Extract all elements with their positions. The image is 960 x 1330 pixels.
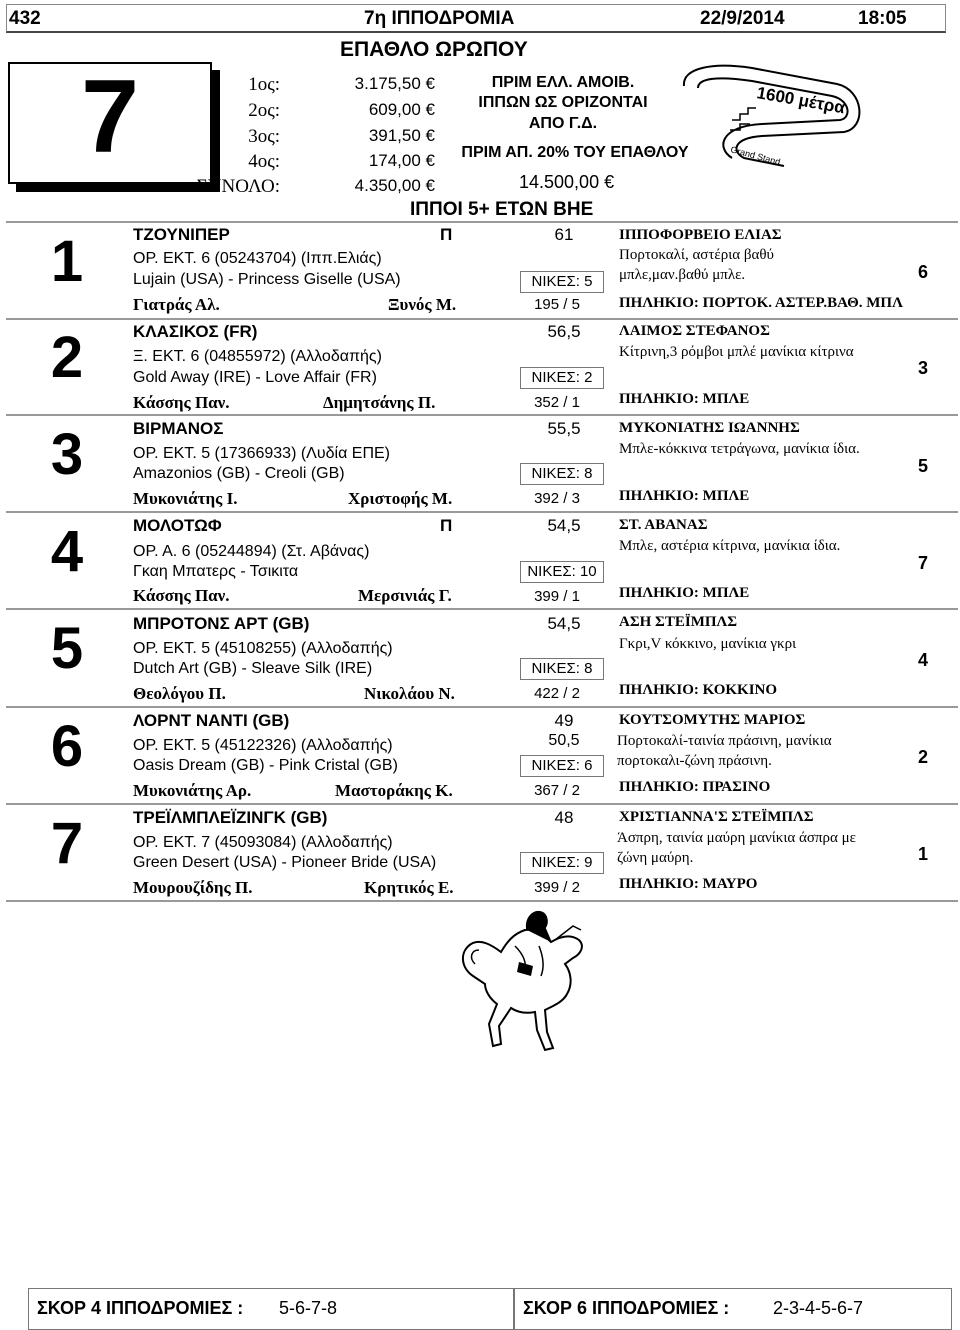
horse-pedigree: Gold Away (IRE) - Love Affair (FR) [133, 369, 377, 386]
silks-text: Άσπρη, ταινία μαύρη μανίκια άσπρα με [617, 830, 856, 846]
owner: ΙΠΠΟΦΟΡΒΕΙΟ ΕΛΙΑΣ [619, 227, 782, 243]
wins-box: ΝΙΚΕΣ: 6 [520, 755, 604, 777]
horse-name: ΚΛΑΣΙΚΟΣ (FR) [133, 322, 258, 341]
prize-total-label: ΣΥΝΟΛΟ: [196, 176, 280, 197]
prize-value: 174,00 € [368, 151, 435, 170]
horse-weight: 55,5 [547, 419, 581, 438]
prize-total-value: 4.350,00 € [354, 176, 435, 195]
prize-label: 2ος: [248, 100, 280, 121]
track-distance: 1600 μέτρα [755, 83, 847, 118]
trainer: Κάσσης Παν. [133, 393, 230, 412]
total-pot: 14.500,00 € [519, 172, 615, 192]
wins-box: ΝΙΚΕΣ: 8 [520, 658, 604, 680]
draw-number: 6 [917, 262, 928, 282]
horse-pedigree: Lujain (USA) - Princess Giselle (USA) [133, 271, 401, 288]
entry-number: 3 [50, 422, 84, 487]
draw-number: 7 [917, 553, 928, 573]
prize-label: 1ος: [248, 74, 280, 95]
horse-pedigree: Dutch Art (GB) - Sleave Silk (IRE) [133, 660, 373, 677]
horse-meta: ΟΡ. Α. 6 (05244894) (Στ. Αβάνας) [133, 543, 370, 560]
horse-pedigree: Amazonios (GB) - Creoli (GB) [133, 465, 345, 482]
page-number: 432 [9, 8, 41, 29]
horse-meta: ΟΡ. ΕΚΤ. 7 (45093084) (Αλλοδαπής) [133, 834, 393, 851]
note-line: ΠΡΙΜ ΕΛΛ. ΑΜΟΙΒ. [491, 74, 635, 91]
score4-value: 5-6-7-8 [279, 1298, 338, 1318]
horse-weight-alt: 50,5 [548, 732, 580, 749]
draw-number: 2 [917, 747, 928, 767]
draw-number: 4 [917, 650, 928, 670]
owner: ΑΣΗ ΣΤΕΪΜΠΛΣ [619, 614, 738, 630]
row-divider [6, 900, 958, 902]
horse-name: ΜΟΛΟΤΩΦ [133, 516, 222, 535]
cap-color: ΠΗΛΗΚΙΟ: ΚΟΚΚΙΝΟ [619, 682, 778, 698]
race-time: 18:05 [858, 8, 907, 29]
horse-flag: Π [440, 225, 453, 244]
entry-number: 6 [50, 714, 84, 779]
horse-pedigree: Oasis Dream (GB) - Pink Cristal (GB) [133, 757, 398, 774]
horse-weight: 54,5 [547, 614, 581, 633]
score4-label: ΣΚΟΡ 4 ΙΠΠΟΔΡΟΜΙΕΣ : [37, 1298, 244, 1318]
trainer: Μυκονιάτης Ι. [133, 489, 238, 508]
draw-number: 5 [917, 456, 928, 476]
row-divider [6, 706, 958, 708]
jockey: Κρητικός Ε. [364, 878, 454, 897]
trainer: Γιατράς Αλ. [133, 295, 220, 314]
score6-value: 2-3-4-5-6-7 [773, 1298, 864, 1318]
entry-number: 2 [50, 325, 84, 390]
silks-text: Γκρι,V κόκκινο, μανίκια γκρι [619, 636, 797, 652]
horse-pedigree: Green Desert (USA) - Pioneer Bride (USA) [133, 854, 437, 871]
race-number-box [8, 59, 212, 184]
trainer: Μουρουζίδης Π. [133, 878, 253, 897]
note-line: ΑΠΟ Γ.Δ. [528, 115, 598, 132]
row-divider [6, 414, 958, 416]
horse-weight: 48 [554, 808, 574, 827]
horse-name: ΜΠΡΟΤΟΝΣ ΑΡΤ (GB) [133, 614, 310, 633]
entry-number: 7 [50, 811, 84, 876]
owner: ΣΤ. ΑΒΑΝΑΣ [619, 517, 708, 533]
prize-value: 391,50 € [368, 126, 435, 145]
entry-number: 1 [50, 229, 84, 294]
horse-name: ΒΙΡΜΑΝΟΣ [133, 419, 224, 438]
silks-text: Μπλε, αστέρια κίτρινα, μανίκια ίδια. [619, 538, 841, 554]
track-diagram [672, 48, 872, 173]
prize-label: 4ος: [248, 151, 280, 172]
horse-meta: ΟΡ. ΕΚΤ. 5 (45122326) (Αλλοδαπής) [133, 737, 393, 754]
cap-color: ΠΗΛΗΚΙΟ: ΜΠΛΕ [619, 585, 750, 601]
jockey: Ξυνός Μ. [388, 295, 457, 314]
race-title: ΕΠΑΘΛΟ ΩΡΩΠΟΥ [340, 38, 528, 61]
row-divider [6, 221, 958, 223]
row-divider [6, 608, 958, 610]
note-line: ΙΠΠΩΝ ΩΣ ΟΡΙΖΟΝΤΑΙ [478, 94, 648, 111]
race-date: 22/9/2014 [700, 8, 785, 29]
note-line: ΠΡΙΜ ΑΠ. 20% ΤΟΥ ΕΠΑΘΛΟΥ [461, 144, 689, 161]
jockey: Δημητσάνης Π. [323, 393, 436, 412]
draw-number: 1 [917, 844, 928, 864]
jockey: Μαστοράκης Κ. [335, 781, 453, 800]
horse-flag: Π [440, 516, 453, 535]
horse-weight: 54,5 [547, 516, 581, 535]
cap-color: ΠΗΛΗΚΙΟ: ΜΑΥΡΟ [619, 876, 758, 892]
wins-box: ΝΙΚΕΣ: 8 [520, 463, 604, 485]
horse-meta: ΟΡ. ΕΚΤ. 6 (05243704) (Ιππ.Ελιάς) [133, 250, 382, 267]
race-condition: ΙΠΠΟΙ 5+ ΕΤΩΝ ΒΗΕ [410, 199, 594, 220]
race-label: 7η ΙΠΠΟΔΡΟΜΙΑ [364, 8, 515, 29]
rating: 422 / 2 [534, 685, 580, 702]
trainer: Μυκονιάτης Αρ. [133, 781, 252, 800]
score4-box [28, 1288, 514, 1330]
wins-box: ΝΙΚΕΣ: 10 [520, 561, 604, 583]
entry-number: 4 [50, 519, 84, 584]
score6-label: ΣΚΟΡ 6 ΙΠΠΟΔΡΟΜΙΕΣ : [523, 1298, 730, 1318]
silks-text: ζώνη μαύρη. [617, 850, 694, 866]
wins-box: ΝΙΚΕΣ: 5 [520, 271, 604, 293]
rating: 392 / 3 [534, 490, 580, 507]
row-divider [6, 511, 958, 513]
jockey: Νικολάου Ν. [364, 684, 455, 703]
rating: 399 / 2 [534, 879, 580, 896]
rating: 399 / 1 [534, 588, 580, 605]
wins-box: ΝΙΚΕΣ: 2 [520, 367, 604, 389]
horse-meta: ΟΡ. ΕΚΤ. 5 (45108255) (Αλλοδαπής) [133, 640, 393, 657]
rating: 352 / 1 [534, 394, 580, 411]
trainer: Κάσσης Παν. [133, 586, 230, 605]
rating: 195 / 5 [534, 296, 580, 313]
draw-number: 3 [917, 358, 928, 378]
prize-value: 609,00 € [368, 100, 435, 119]
entry-number: 5 [50, 616, 84, 681]
page-header [6, 4, 946, 33]
horse-weight: 56,5 [547, 322, 581, 341]
jockey: Χριστοφής Μ. [348, 489, 453, 508]
row-divider [6, 318, 958, 320]
horse-weight: 61 [554, 225, 574, 244]
silks-text: μπλε,μαν.βαθύ μπλε. [619, 267, 746, 283]
horse-name: ΤΡΕΪΛΜΠΛΕΪΖΙΝΓΚ (GB) [133, 808, 328, 827]
score6-box [514, 1288, 952, 1330]
horse-rider-illustration [455, 906, 595, 1056]
owner: ΜΥΚΟΝΙΑΤΗΣ ΙΩΑΝΝΗΣ [619, 420, 800, 436]
rating: 367 / 2 [534, 782, 580, 799]
silks-text: Πορτοκαλί, αστέρια βαθύ [619, 247, 774, 263]
owner: ΧΡΙΣΤΙΑΝΝΑ'Σ ΣΤΕΪΜΠΛΣ [619, 809, 814, 825]
grand-stand-label: Grand Stand [729, 144, 782, 168]
owner: ΛΑΙΜΟΣ ΣΤΕΦΑΝΟΣ [619, 323, 770, 339]
horse-meta: Ξ. ΕΚΤ. 6 (04855972) (Αλλοδαπής) [133, 348, 382, 365]
jockey: Μερσινιάς Γ. [358, 586, 452, 605]
horse-pedigree: Γκαη Μπατερς - Τσικιτα [133, 563, 299, 580]
prize-label: 3ος: [248, 126, 280, 147]
cap-color: ΠΗΛΗΚΙΟ: ΜΠΛΕ [619, 391, 750, 407]
race-number: 7 [81, 59, 139, 175]
silks-text: πορτοκαλι-ζώνη πράσινη. [617, 753, 772, 769]
wins-box: ΝΙΚΕΣ: 9 [520, 852, 604, 874]
horse-name: ΤΖΟΥΝΙΠΕΡ [133, 225, 230, 244]
trainer: Θεολόγου Π. [133, 684, 226, 703]
horse-meta: ΟΡ. ΕΚΤ. 5 (17366933) (Λυδία ΕΠΕ) [133, 445, 390, 462]
cap-color: ΠΗΛΗΚΙΟ: ΜΠΛΕ [619, 488, 750, 504]
silks-text: Πορτοκαλί-ταινία πράσινη, μανίκια [617, 733, 832, 749]
horse-weight: 49 [554, 711, 574, 730]
silks-text: Κίτρινη,3 ρόμβοι μπλέ μανίκια κίτρινα [619, 344, 854, 360]
silks-text: Μπλε-κόκκινα τετράγωνα, μανίκια ίδια. [619, 441, 860, 457]
horse-name: ΛΟΡΝΤ ΝΑΝΤΙ (GB) [133, 711, 290, 730]
row-divider [6, 803, 958, 805]
cap-color: ΠΗΛΗΚΙΟ: ΠΡΑΣΙΝΟ [619, 779, 771, 795]
prize-value: 3.175,50 € [354, 74, 435, 93]
cap-color: ΠΗΛΗΚΙΟ: ΠΟΡΤΟΚ. ΑΣΤΕΡ.ΒΑΘ. ΜΠΛ [619, 295, 903, 311]
owner: ΚΟΥΤΣΟΜΥΤΗΣ ΜΑΡΙΟΣ [619, 712, 806, 728]
